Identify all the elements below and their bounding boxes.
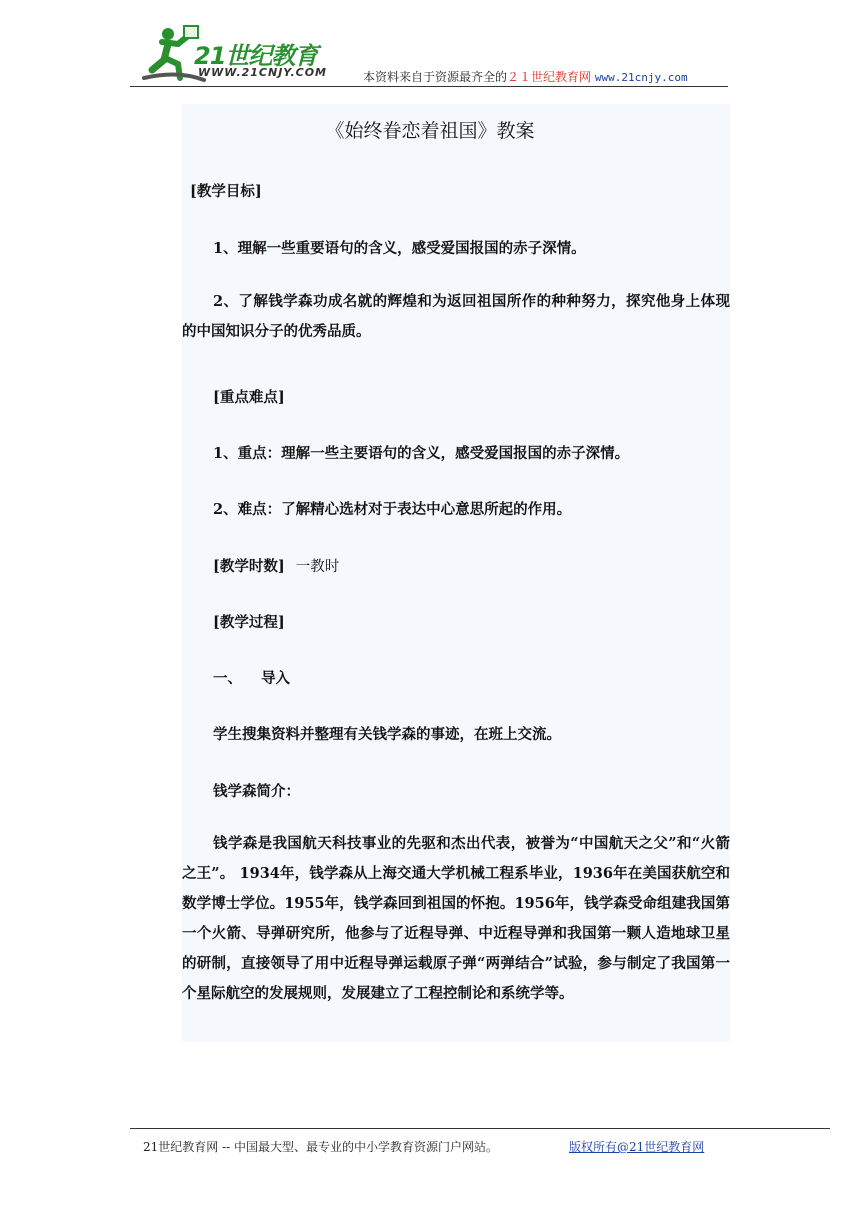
- footer-site-description: 21世纪教育网 -- 中国最大型、最专业的中小学教育资源门户网站。: [143, 1140, 499, 1154]
- key-point-1: 1、重点：理解一些主要语句的含义，感受爱国报国的赤子深情。: [213, 445, 630, 462]
- header-url-link[interactable]: www.21cnjy.com: [594, 71, 688, 84]
- document-title: 《始终眷恋着祖国》教案: [325, 120, 535, 142]
- header-divider: [130, 86, 728, 87]
- objective-2: 2、了解钱学森功成名就的辉煌和为返回祖国所作的种种努力，探究他身上体现的中国知识分子的优秀品质。: [182, 293, 730, 340]
- footer-copyright-link[interactable]: 版权所有@21世纪教育网: [569, 1140, 705, 1154]
- intro-text: 学生搜集资料并整理有关钱学森的事迹，在班上交流。: [213, 726, 561, 743]
- teaching-hours-value: 一教时: [295, 559, 340, 575]
- header-note-prefix: 本资料来自于资源最齐全的: [363, 70, 508, 84]
- bio-paragraph: 钱学森是我国航天科技事业的先驱和杰出代表，被誉为“中国航天之父”和“火箭之王”。 1934年，钱学森从上海交通大学机械工程系毕业，1936年在美国获航空和数学博士学位。1955年，钱学森回到祖国的怀抱。1956年，钱学森受命组建我国第一个火箭、导弹研究所，他参与了近程导弹、中近程导弹和我国第一颗人造地球卫星的研制，直接领导了用中近程导弹运载原子弹“两弹结合”试验，参与制定了我国第一个星际航空的发展规则，发展建立了工程控制论和系统学等。: [182, 835, 730, 1002]
- key-points-heading: [重点难点]: [213, 389, 285, 406]
- key-point-2: 2、难点：了解精心选材对于表达中心意思所起的作用。: [213, 501, 572, 518]
- objectives-heading: [教学目标]: [190, 183, 262, 200]
- logo-url: WWW.21CNJY.COM: [198, 66, 327, 79]
- bio-heading: 钱学森简介：: [213, 783, 300, 800]
- header-brand-link[interactable]: ２１世纪教育网: [507, 70, 592, 84]
- section-1-heading: [213, 667, 290, 688]
- site-logo[interactable]: [138, 22, 338, 88]
- teaching-hours-heading: [教学时数]: [213, 558, 285, 575]
- section-1-title: 导入: [261, 670, 291, 687]
- objective-1: 1、理解一些重要语句的含义，感受爱国报国的赤子深情。: [213, 240, 586, 257]
- teaching-hours: [213, 555, 339, 576]
- header-source-note: [363, 68, 688, 85]
- footer-divider: [130, 1128, 830, 1129]
- process-heading: [教学过程]: [213, 614, 285, 631]
- logo-wordmark: 21世纪教育: [194, 42, 318, 70]
- section-1-number: 一、: [213, 670, 242, 687]
